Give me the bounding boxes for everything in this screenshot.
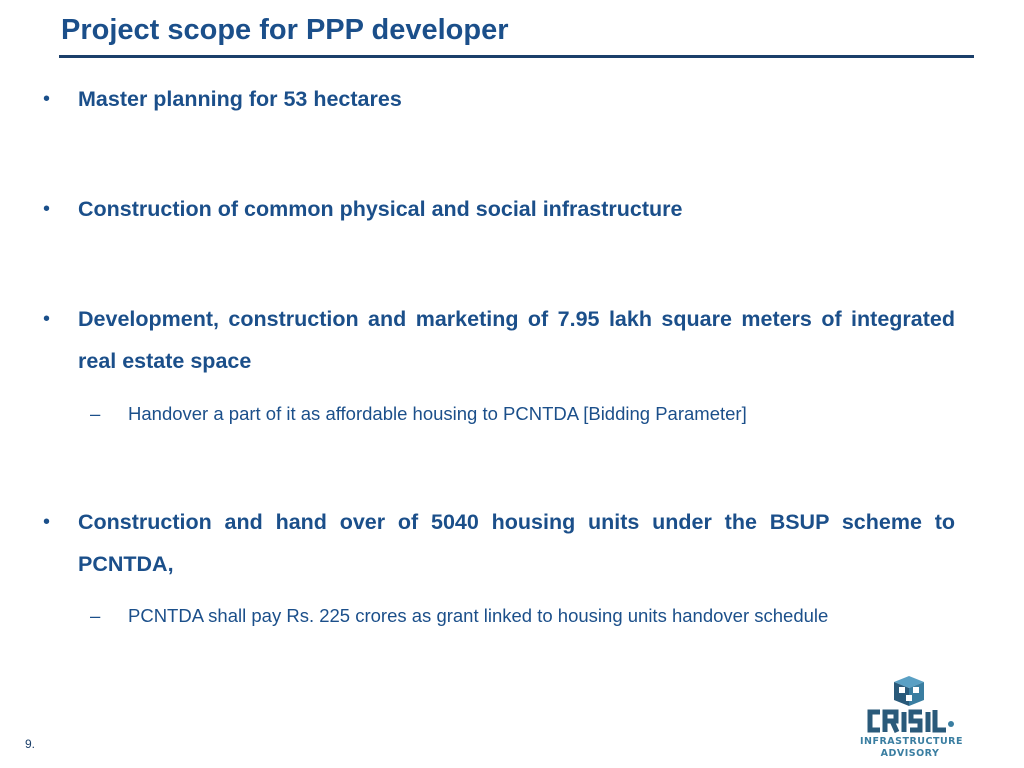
bullet-infrastructure: Construction of common physical and social infrastructure	[78, 197, 683, 221]
bullet-housing-units: Construction and hand over of 5040 housing units under the BSUP scheme to PCNTDA,	[78, 510, 955, 576]
sub-bullet-marker: –	[90, 403, 101, 424]
bullet-master-planning: Master planning for 53 hectares	[78, 87, 402, 111]
sub-bullet-affordable-housing: Handover a part of it as affordable housing to PCNTDA [Bidding Parameter]	[128, 403, 747, 424]
crisil-wordmark	[866, 708, 958, 734]
sub-bullet-grant: PCNTDA shall pay Rs. 225 crores as grant linked to housing units handover schedule	[128, 605, 829, 626]
page-number: 9.	[25, 737, 36, 751]
bullet-marker: •	[43, 511, 51, 533]
logo-line-infrastructure: INFRASTRUCTURE	[860, 736, 963, 747]
logo-line-advisory: ADVISORY	[880, 748, 940, 759]
bullet-real-estate: Development, construction and marketing of 7.95 lakh square meters of integrated real estate space	[78, 307, 955, 373]
crisil-logo	[860, 676, 963, 762]
sub-bullet-marker: –	[90, 605, 101, 626]
slide-title: Project scope for PPP developer	[61, 14, 509, 46]
bullet-marker: •	[43, 88, 51, 110]
crisil-emblem-icon	[890, 676, 928, 710]
bullet-marker: •	[43, 308, 51, 330]
title-divider	[59, 55, 974, 58]
bullet-marker: •	[43, 198, 51, 220]
